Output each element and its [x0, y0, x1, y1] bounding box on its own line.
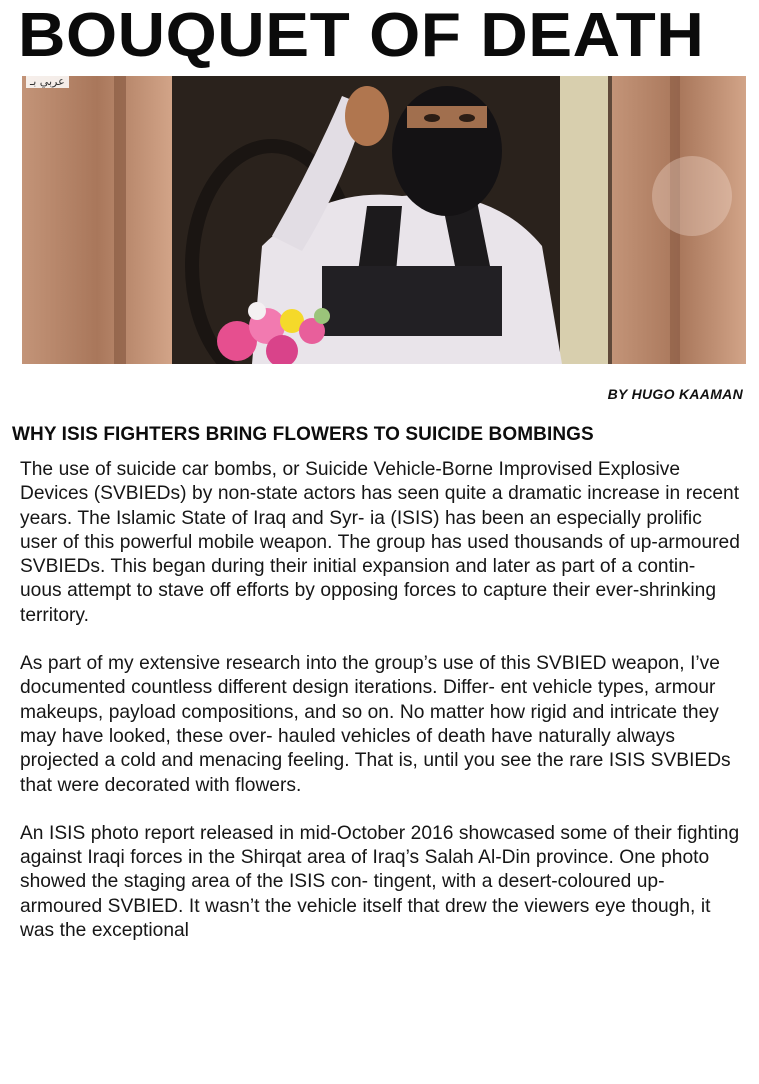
article-photo — [22, 76, 746, 364]
photo-watermark: عربي بـ — [26, 76, 69, 88]
paragraph: The use of suicide car bombs, or Suicide Vehicle-Borne Improvised Explosive Devices (SVBIEDs) by non-state actors has seen quite a dramatic increase in recent years. The Islamic State of Iraq and Syr- ia (ISIS) has been an especially prolific user of this powerful mobile weapon. The group has used thousands of up-armoured SVBIEDs. This began during their initial expansion and later as part of a contin- uous attempt to stave off efforts by opposing forces to capture their ever-shrinking territory. — [20, 459, 740, 626]
paragraph: As part of my extensive research into the group’s use of this SVBIED weapon, I’ve documented countless different design iterations. Differ- ent vehicle types, armour makeups, payload compositions, and so on. No matter how rigid and intricate they may have looked, these over- hauled vehicles of death have naturally always projected a cold and menacing feeling. That is, until you see the rare ISIS SVBIEDs that were decorated with flowers. — [20, 653, 731, 796]
paragraph: An ISIS photo report released in mid-October 2016 showcased some of their fighting against Iraqi forces in the Shirqat area of Iraq’s Salah Al-Din province. One photo showed the staging area of the ISIS con- tingent, with a desert-coloured up-armoured SVBIED. It wasn’t the vehicle itself that drew the viewers eye though, it was the exceptional — [20, 822, 740, 942]
headline: BOUQUET OF DEATH — [18, 1, 705, 70]
article-body — [20, 458, 742, 967]
byline: BY HUGO KAAMAN — [607, 386, 743, 402]
subheading: WHY ISIS FIGHTERS BRING FLOWERS TO SUICIDE BOMBINGS — [12, 424, 594, 445]
